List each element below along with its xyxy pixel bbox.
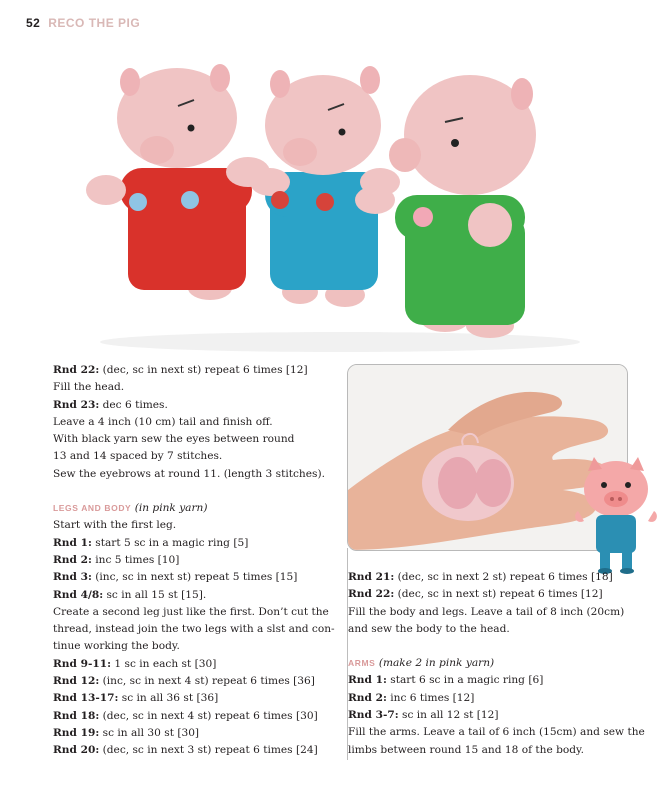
instruction-line: Rnd 19: sc in all 30 st [30] <box>53 726 200 739</box>
instruction-line: Rnd 22: (dec, sc in next st) repeat 6 times [12] <box>348 588 603 601</box>
instruction-line: Leave a 4 inch (10 cm) tail and finish off. <box>53 415 273 428</box>
right-column <box>348 569 645 759</box>
instruction-line: Rnd 2: inc 6 times [12] <box>348 691 475 704</box>
instruction-line: tinue working the body. <box>53 640 180 653</box>
three-pigs-photo <box>60 40 620 360</box>
instruction-line: thread, instead join the two legs with a slst and con- <box>53 623 335 636</box>
instruction-line: and sew the body to the head. <box>348 622 510 635</box>
instruction-line: Rnd 2: inc 5 times [10] <box>53 553 180 566</box>
page-number: 52 <box>26 16 41 30</box>
section-heading: ARMS <box>348 658 376 669</box>
instruction-line: Rnd 18: (dec, sc in next 4 st) repeat 6 times [30] <box>53 709 318 722</box>
head-instructions <box>53 362 343 483</box>
instruction-line: Rnd 3: (inc, sc in next st) repeat 5 times [15] <box>53 571 298 584</box>
instruction-line: 13 and 14 spaced by 7 stitches. <box>53 450 223 463</box>
instruction-line: Rnd 4/8: sc in all 15 st [15]. <box>53 588 207 601</box>
legs-body-section-title <box>53 500 343 517</box>
body-finish-instructions <box>348 569 633 638</box>
instruction-line: Fill the arms. Leave a tail of 6 inch (15cm) and sew the <box>348 726 645 739</box>
section-note: (make 2 in pink yarn) <box>378 657 495 670</box>
instruction-line: With black yarn sew the eyes between round <box>53 433 295 446</box>
instruction-line: Create a second leg just like the first. Don’t cut the <box>53 605 329 618</box>
legs-body-instructions <box>53 517 343 759</box>
instruction-line: Rnd 3-7: sc in all 12 st [12] <box>348 709 499 722</box>
instruction-line: Rnd 12: (inc, sc in next 4 st) repeat 6 times [36] <box>53 675 315 688</box>
instruction-line: Rnd 20: (dec, sc in next 3 st) repeat 6 times [24] <box>53 744 318 757</box>
instruction-line: Rnd 21: (dec, sc in next 2 st) repeat 6 times [18] <box>348 571 613 583</box>
page-header <box>26 16 140 30</box>
arms-instructions <box>348 672 645 758</box>
instruction-line: Fill the body and legs. Leave a tail of 8 inch (20cm) <box>348 605 625 618</box>
instruction-line: Rnd 22: (dec, sc in next st) repeat 6 times [12] <box>53 364 308 376</box>
left-column <box>53 362 343 760</box>
arms-section-title <box>348 655 633 672</box>
instruction-line: Start with the first leg. <box>53 519 177 532</box>
red-overalls-pig <box>86 64 270 300</box>
instruction-line: Rnd 13-17: sc in all 36 st [36] <box>53 692 219 705</box>
pig-mascot-illustration <box>570 455 662 575</box>
instruction-line: Rnd 23: dec 6 times. <box>53 398 168 411</box>
instruction-line: Rnd 1: start 5 sc in a magic ring [5] <box>53 536 249 549</box>
instruction-line: Fill the head. <box>53 381 125 394</box>
instruction-line: Rnd 9-11: 1 sc in each st [30] <box>53 657 217 670</box>
instruction-line: Rnd 1: start 6 sc in a magic ring [6] <box>348 674 544 687</box>
instruction-line: Sew the eyebrows at round 11. (length 3 stitches). <box>53 467 325 480</box>
section-heading: LEGS AND BODY <box>53 503 132 514</box>
chapter-title: RECO THE PIG <box>48 16 141 30</box>
instruction-line: limbs between round 15 and 18 of the body. <box>348 743 584 756</box>
section-note: (in pink yarn) <box>134 502 208 515</box>
green-overalls-pig <box>355 75 536 338</box>
